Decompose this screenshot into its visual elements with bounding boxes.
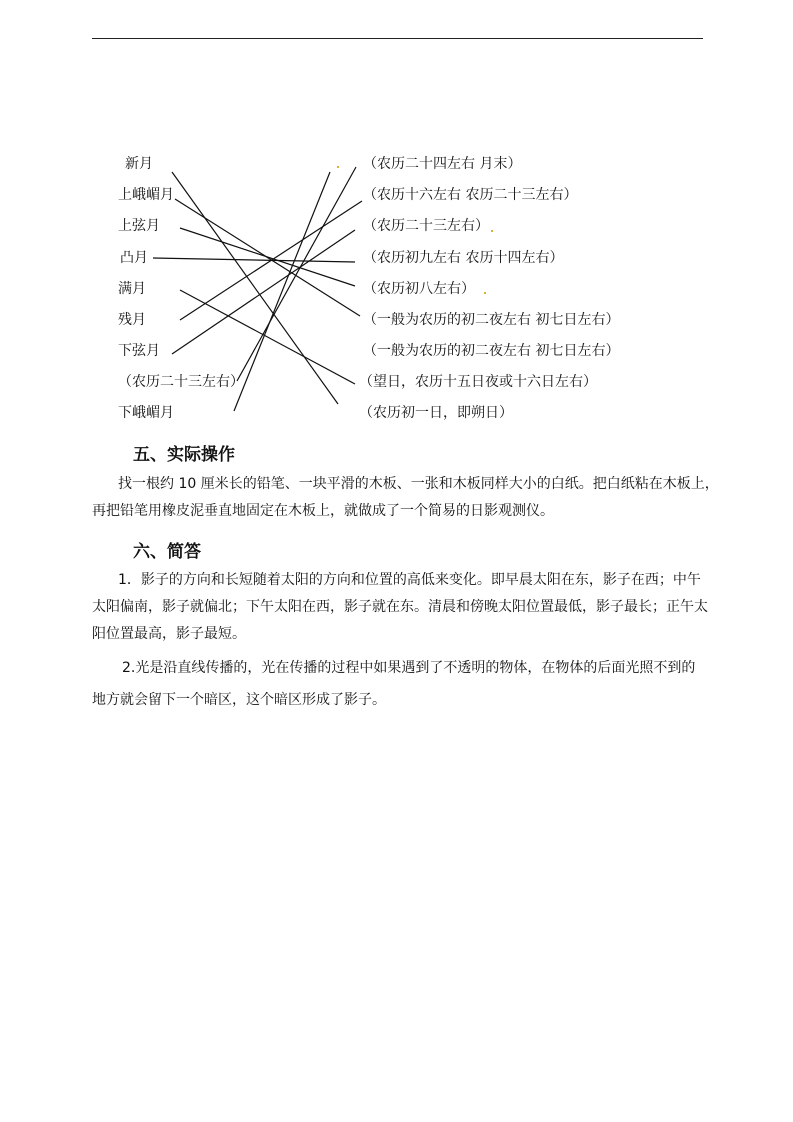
match-line: [237, 167, 356, 381]
answer-1-line: 阳位置最高，影子最短。: [92, 626, 246, 642]
left-label-first-quarter: 上弦月: [118, 218, 160, 234]
match-line: [234, 172, 330, 411]
left-label-full-moon: 满月: [118, 281, 146, 297]
match-line: [153, 258, 355, 262]
right-label-7: （望日，农历十五日夜或十六日左右）: [359, 374, 597, 390]
section-5-heading: 五、实际操作: [133, 445, 235, 465]
answer-1-line: 太阳偏南，影子就偏北；下午太阳在西，影子就在东。清晨和傍晚太阳位置最低，影子最长；正午太: [92, 599, 708, 615]
left-label-waning-crescent: 下峨嵋月: [118, 405, 174, 421]
right-label-4: （农历初八左右）: [363, 281, 475, 297]
answer-2-line: 2.光是沿直线传播的，光在传播的过程中如果遇到了不透明的物体，在物体的后面光照不到的: [122, 660, 696, 676]
match-line: [172, 172, 338, 404]
right-label-8: （农历初一日，即朔日）: [359, 405, 513, 421]
left-label-gibbous: 凸月: [120, 250, 148, 266]
right-label-2: （农历二十三左右）: [363, 218, 489, 234]
right-label-6: （一般为农历的初二夜左右 初七日左右）: [363, 343, 620, 359]
section-5-line: 再把铅笔用橡皮泥垂直地固定在木板上，就做成了一个简易的日影观测仪。: [92, 503, 554, 519]
left-label-waning: 残月: [118, 312, 146, 328]
left-label-waxing-crescent: 上峨嵋月: [118, 187, 174, 203]
right-label-1: （农历十六左右 农历二十三左右）: [363, 187, 578, 203]
left-label-last-quarter: 下弦月: [118, 343, 160, 359]
right-label-0: （农历二十四左右 月末）: [363, 156, 522, 172]
right-label-5: （一般为农历的初二夜左右 初七日左右）: [363, 312, 620, 328]
match-line: [180, 290, 355, 384]
answer-2-line: 地方就会留下一个暗区，这个暗区形成了影子。: [92, 692, 386, 708]
answer-1-line: 1．影子的方向和长短随着太阳的方向和位置的高低来变化。即早晨太阳在东，影子在西；中午: [118, 572, 701, 588]
section-5-line: 找一根约 10 厘米长的铅笔、一块平滑的木板、一张和木板同样大小的白纸。把白纸粘在木板上，: [118, 476, 719, 492]
match-line: [180, 228, 355, 286]
left-label-new-moon: 新月: [125, 156, 153, 172]
section-6-heading: 六、简答: [133, 542, 201, 562]
right-label-3: （农历初九左右 农历十四左右）: [363, 250, 564, 266]
left-label-day23: （农历二十三左右）: [118, 374, 244, 390]
